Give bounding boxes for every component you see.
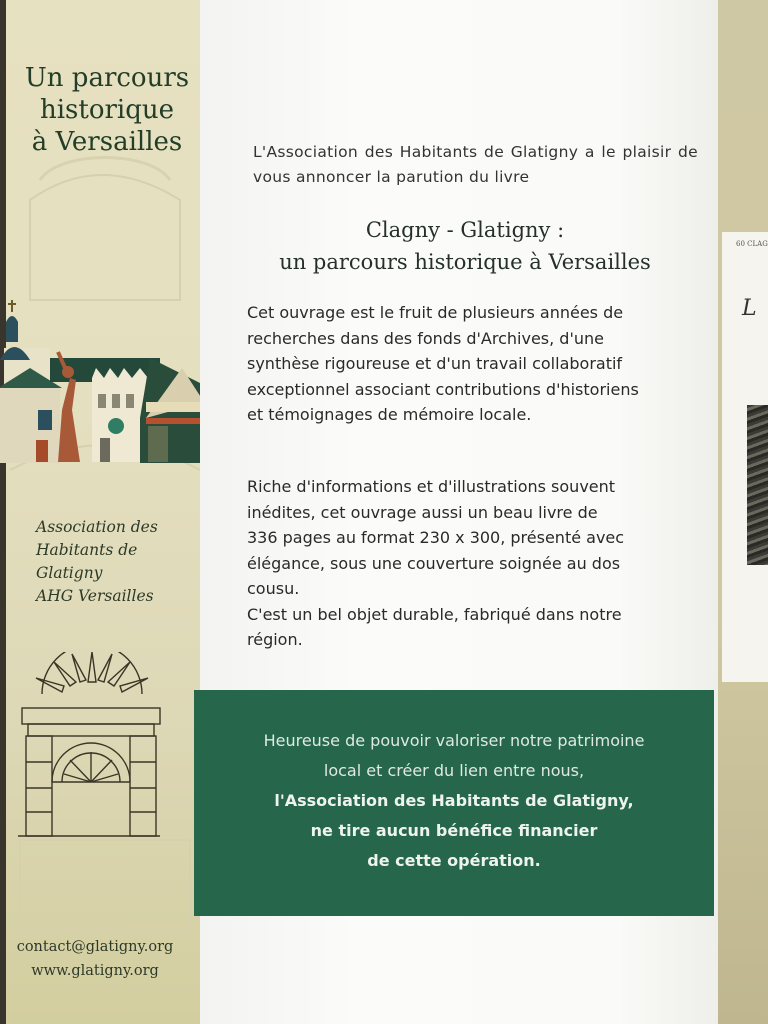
paragraph-line: Cet ouvrage est le fruit de plusieurs années de [247,303,624,322]
brochure-left-panel [0,0,213,1024]
brochure-title-line: Un parcours [24,63,190,93]
closing-line: Heureuse de pouvoir valoriser notre patrimoine [263,731,645,750]
paragraph-line: élégance, sous une couverture soignée au dos [247,553,621,573]
closing-line: de cette opération. [367,851,541,870]
website-link[interactable]: www.glatigny.org [31,963,159,979]
contact-info [2,935,188,983]
adjacent-page-letter: L [742,296,757,321]
brochure-title [14,62,200,158]
closing-line: local et créer du lien entre nous, [323,761,585,780]
closing-statement-regular [194,726,714,786]
association-line: Association des [36,518,158,536]
adjacent-page-header: 60 CLAG [736,240,768,248]
paragraph-line: région. [247,630,303,649]
details-paragraph [247,474,697,653]
paragraph-line: inédites, cet ouvrage aussi un beau livre de [247,502,598,522]
paragraph-line: recherches dans des fonds d'Archives, d'une [247,328,604,348]
paragraph-line: cousu. [247,579,300,598]
association-line: Habitants de [36,541,138,559]
book-title [230,214,700,278]
paragraph-line: exceptionnel associant contributions d'historiens [247,379,639,399]
book-title-line: un parcours historique à Versailles [279,250,651,274]
contact-email-link[interactable]: contact@glatigny.org [16,939,174,955]
paragraph-line: 336 pages au format 230 x 300, présenté avec [247,528,625,547]
paragraph-line: Riche d'informations et d'illustrations souvent [247,477,616,496]
book-title-line: Clagny - Glatigny : [365,218,565,242]
adjacent-page-photo [747,405,768,565]
description-paragraph [247,300,697,428]
association-line: Glatigny [36,564,103,582]
association-line: AHG Versailles [36,587,154,605]
closing-line: l'Association des Habitants de Glatigny, [274,791,634,810]
intro-text: L'Association des Habitants de Glatigny a le plaisir de vous annoncer la parution du livre [253,143,698,186]
paragraph-line: et témoignages de mémoire locale. [247,405,532,424]
closing-line: ne tire aucun bénéfice financier [310,821,598,840]
paragraph-line: synthèse rigoureuse et d'un travail collaboratif [247,354,623,373]
association-signature [36,516,206,608]
sun-gate-icon [14,652,164,842]
brochure-title-line: à Versailles [31,127,183,157]
paragraph-line: C'est un bel objet durable, fabriqué dans notre [247,604,622,624]
closing-statement-box [194,690,714,916]
panel-edge-shadow [0,0,6,1024]
versailles-buildings-illustration [0,298,210,468]
brochure-title-line: historique [39,95,175,125]
closing-statement-bold [194,786,714,876]
